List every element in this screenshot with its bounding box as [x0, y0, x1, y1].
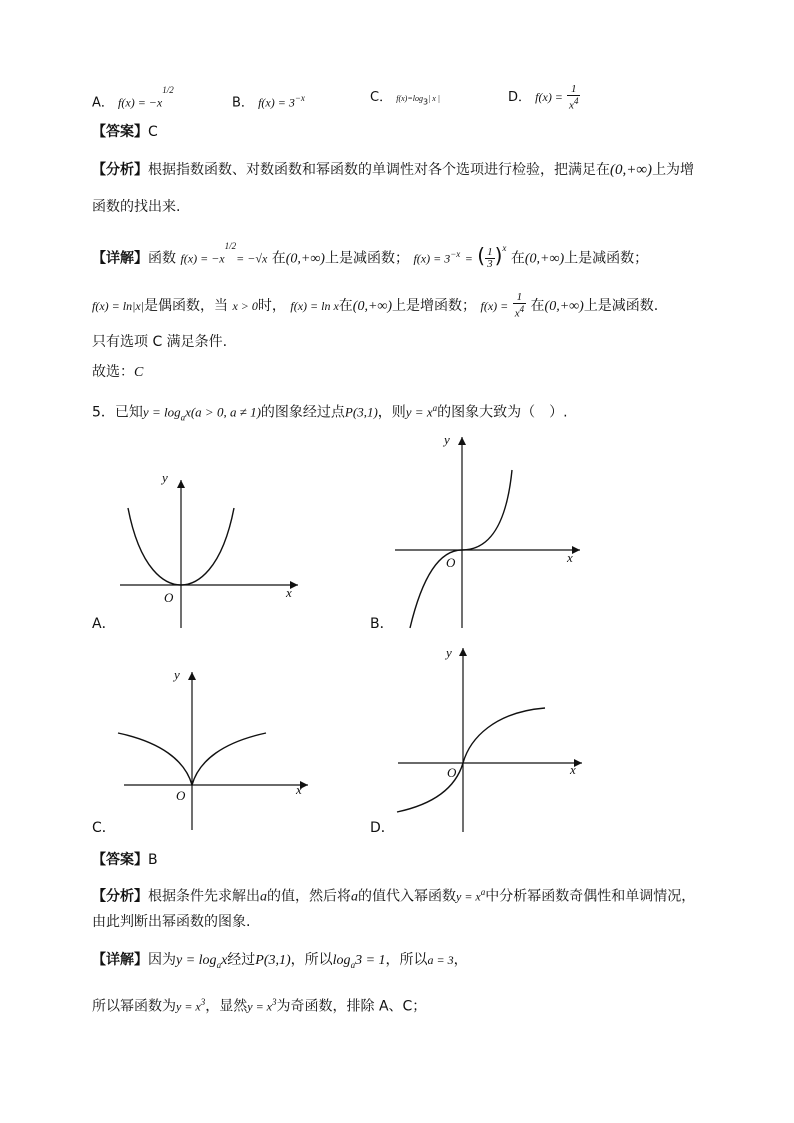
detail-p2-in2: 在: [530, 298, 545, 314]
option-c-expr: f(x)=log: [396, 94, 423, 103]
detail-p2-f: f(x) = ln|x|: [92, 299, 145, 313]
option-b-exp: −x: [294, 93, 305, 103]
detail-dec2: 上是减函数；: [564, 250, 649, 267]
option-d-expr: f(x) =: [535, 90, 563, 104]
option-c-tail: | x |: [428, 94, 440, 103]
q5-analysis-text2: 的值，然后将: [267, 888, 351, 905]
q5-detail-t4: ，所以: [385, 952, 428, 968]
q5-detail-l2-exp: 3: [200, 997, 206, 1007]
analysis-interval: (0,+∞): [610, 162, 653, 178]
detail-p1-a: 函数: [148, 250, 176, 267]
option-a-exp: 1/2: [162, 85, 174, 95]
q5-detail-l2-f: y = x: [176, 999, 201, 1014]
q5-stem-c: ，则: [377, 404, 406, 421]
graph-d-y-label: y: [446, 645, 452, 660]
graph-d-x-label: x: [570, 762, 576, 777]
detail-p2-den: x: [514, 307, 520, 320]
q5-detail-eq-sub: a: [350, 959, 356, 970]
q5-stem-g: y = x: [405, 404, 433, 420]
answer-value: C: [148, 124, 158, 140]
q5-detail-line2: [92, 992, 426, 1017]
q5-analysis-text5: 由此判断出幂函数的图象.: [92, 914, 251, 930]
detail-eq2: =: [464, 251, 473, 266]
graph-d-origin: O: [447, 765, 457, 780]
graph-a-y-label: y: [162, 470, 168, 485]
graph-b-y-label: y: [444, 432, 450, 447]
detail-exp1: 1/2: [224, 241, 237, 251]
q5-stem-d: 的图象大致为（ ）.: [437, 404, 568, 421]
detail-f2: f(x) = 3: [413, 251, 451, 266]
option-d-label: D．: [508, 90, 532, 105]
graph-d-curve: [397, 708, 545, 812]
q5-detail-l2-exp2: 3: [272, 997, 277, 1007]
option-c-sub: 3: [422, 97, 429, 107]
q5-analysis-line1: [92, 882, 695, 908]
detail-p4: 故选：: [92, 364, 134, 380]
detail-exp2: −x: [450, 249, 461, 259]
option-d-den: x: [569, 99, 574, 112]
q5-detail-tag: 【详解】: [92, 952, 148, 968]
option-b-label: B．: [232, 95, 254, 111]
q5-detail-f-x: x: [221, 953, 228, 968]
q5-analysis-line2: [92, 912, 250, 932]
q5-detail-l2-c: 为奇函数，排除 A、C；: [276, 998, 427, 1015]
detail-p2-cond: x > 0: [232, 299, 258, 313]
detail-p2-in: 在: [338, 298, 353, 314]
detail-p2-inc: 上是增函数；: [392, 298, 477, 314]
detail-interval1: (0,+∞): [285, 251, 325, 267]
option-a-label: A．: [92, 95, 114, 111]
q5-stem-f: y = log: [142, 404, 181, 420]
option-b-expr: f(x) = 3: [258, 95, 295, 110]
q5-detail-t5: ，: [453, 952, 468, 968]
q5-detail-l2-f2: y = x: [247, 999, 272, 1014]
q5-analysis-text4: 中分析幂函数奇偶性和单调情况，: [485, 888, 696, 905]
detail-p2-interval: (0,+∞): [352, 299, 393, 314]
graph-c-origin: O: [176, 788, 186, 803]
q5-detail-f-sub: a: [216, 959, 222, 970]
detail-interval2: (0,+∞): [524, 251, 565, 267]
graph-d-label: D．: [370, 820, 395, 836]
analysis-text3: 函数的找出来.: [92, 199, 181, 215]
detail-p2-when: 时，: [257, 298, 286, 314]
graph-a-x-label: x: [286, 585, 292, 600]
detail-p2-f3: f(x) =: [480, 299, 509, 313]
option-d-den-exp: 4: [573, 95, 579, 106]
graph-b-x-label: x: [567, 550, 573, 565]
detail-frac-den: 3: [487, 258, 493, 271]
q5-detail-point: P(3,1): [255, 953, 291, 968]
detail-p2-f2: f(x) = ln x: [290, 299, 339, 313]
detail-f1: f(x) = −x: [180, 251, 225, 266]
q5-stem-b: 的图象经过点: [260, 404, 345, 421]
q5-detail-eq: log: [332, 953, 351, 968]
q5-answer: [92, 850, 158, 870]
option-a-expr: f(x) = −x: [118, 95, 163, 110]
q5-detail-l2-b: ，显然: [205, 998, 248, 1015]
option-c-label: C．: [370, 90, 393, 105]
detail-p3: 只有选项 C 满足条件.: [92, 334, 228, 350]
graph-c-x-label: x: [296, 782, 302, 797]
q4-detail-line1: 【详解】函数 $f(x) = -x^{1/2}= -√x$ 在(0,+∞)上是减函数； $f(x) = 3^{-x}$ = ( $\frac{1}{3}$ )$^x$ 在(0,+∞)上是减函数；: [92, 241, 649, 271]
detail-tag: 【详解】: [92, 250, 148, 267]
q5-detail-line1: [92, 950, 468, 975]
detail-in2: 在: [510, 250, 525, 267]
q5-detail-f: y = log: [176, 953, 217, 968]
detail-eq: = −√x: [236, 251, 268, 266]
q5-detail-t1: 因为: [148, 952, 176, 968]
q5-stem-g-exp: a: [432, 403, 438, 413]
graph-b-label: B．: [370, 616, 394, 632]
q5-analysis-text1: 根据条件先求解出: [148, 888, 260, 905]
detail-frac-num: 1: [487, 246, 493, 259]
graph-b-origin: O: [446, 555, 456, 570]
detail-exp3: x: [502, 243, 507, 253]
q5-stem-point: P(3,1): [344, 404, 378, 420]
graph-a-origin: O: [164, 590, 174, 605]
detail-p2-even: 是偶函数，当: [144, 298, 229, 314]
q5-stem-cond: x(a > 0, a ≠ 1): [185, 404, 261, 420]
q5-analysis-power: y = x: [456, 889, 481, 904]
q5-analysis-power-exp: a: [480, 887, 486, 897]
detail-in: 在: [271, 250, 286, 267]
analysis-text1: 根据指数函数、对数函数和幂函数的单调性对各个选项进行检验，把满足在: [148, 162, 610, 178]
detail-p2-interval2: (0,+∞): [544, 299, 584, 314]
graph-c-y-label: y: [174, 667, 180, 682]
detail-p2-den-exp: 4: [519, 304, 525, 315]
q5-answer-value: B: [148, 852, 158, 868]
graph-d-y-arrow: [459, 648, 467, 656]
graph-c-label: C．: [92, 820, 116, 836]
q5-analysis-var1: a: [260, 889, 267, 905]
q5-detail-a-eq: a = 3: [427, 953, 454, 967]
q5-answer-tag: 【答案】: [92, 852, 148, 868]
q5-detail-l2-a: 所以幂函数为: [92, 998, 176, 1015]
analysis-text2: 上为增: [652, 162, 695, 178]
analysis-tag: 【分析】: [92, 162, 148, 178]
detail-dec: 上是减函数；: [324, 250, 409, 267]
detail-p2-dec: 上是减函数.: [583, 298, 659, 314]
detail-p2-num: 1: [513, 292, 526, 304]
q5-stem-a: 5．已知: [92, 404, 143, 421]
graph-a-label: A．: [92, 616, 116, 632]
q5-analysis-tag: 【分析】: [92, 888, 148, 905]
option-d-num: 1: [567, 84, 580, 96]
q5-analysis-text3: 的值代入幂函数: [358, 888, 456, 905]
answer-tag: 【答案】: [92, 124, 148, 140]
q5-detail-eq-tail: 3 = 1: [355, 953, 386, 968]
q5-analysis-var2: a: [351, 889, 358, 905]
q5-stem-sub: a: [180, 412, 186, 423]
q5-detail-t3: ，所以: [290, 952, 333, 968]
detail-p4-ans: C: [134, 365, 144, 380]
q5-detail-t2: 经过: [227, 952, 256, 968]
